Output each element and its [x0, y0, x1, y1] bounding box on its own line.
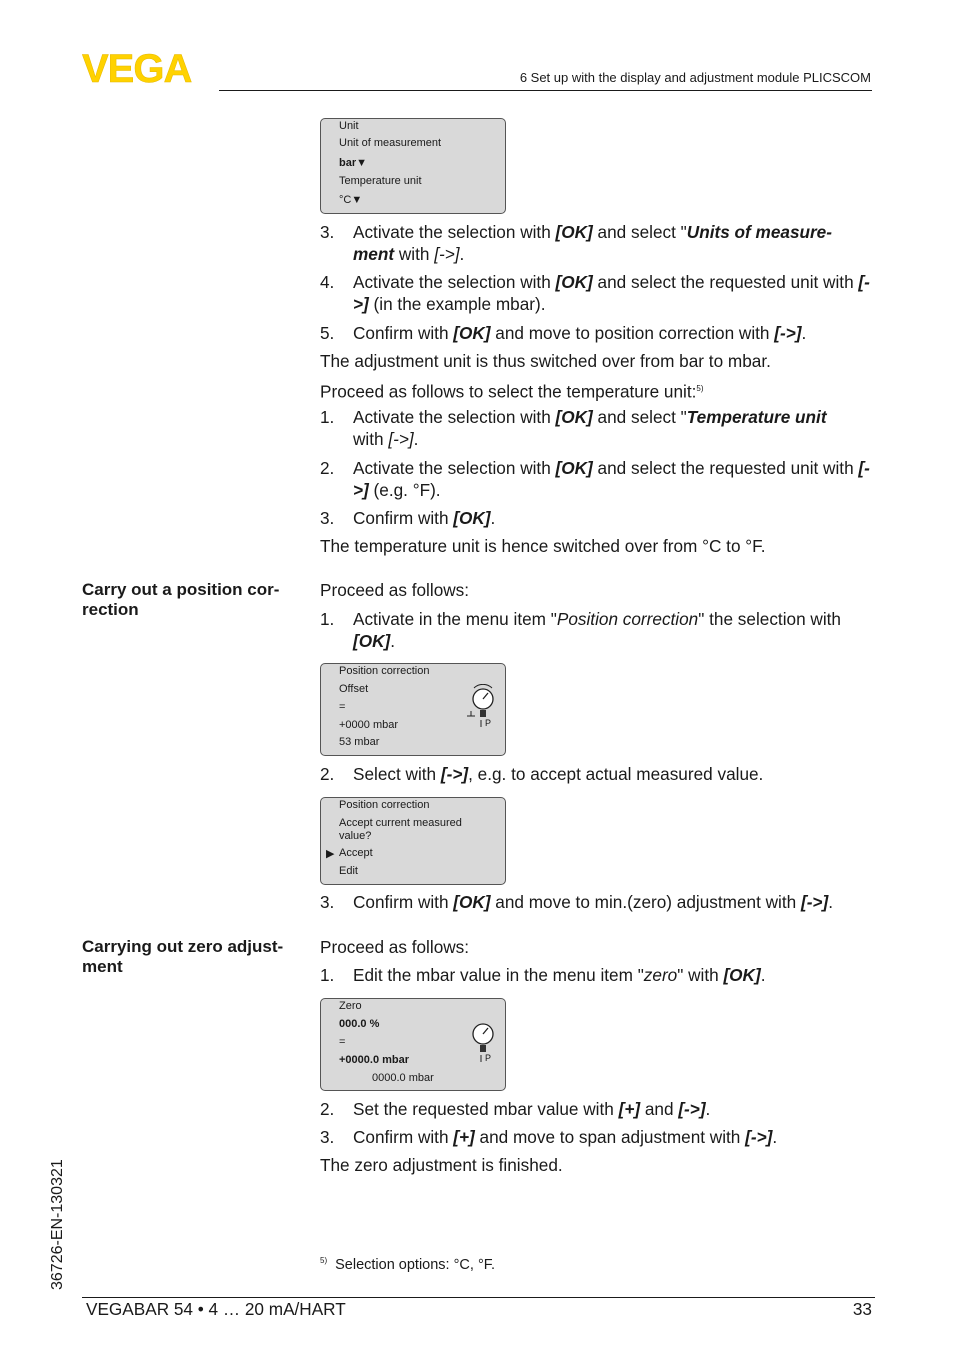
lcd-line: 0000.0 mbar	[372, 1072, 434, 1084]
lcd-value	[339, 157, 367, 169]
lcd-line: Temperature unit	[339, 175, 422, 187]
footer-product: VEGABAR 54 • 4 … 20 mA/HART	[86, 1299, 346, 1319]
pressure-label: P	[485, 718, 492, 728]
header-divider	[219, 90, 872, 91]
document-code: 36726-EN-130321	[49, 1159, 66, 1290]
page-number: 33	[852, 1299, 872, 1319]
chapter-header: 6 Set up with the display and adjustment module PLICSCOM	[519, 70, 871, 85]
logo-text: VEGA	[82, 50, 192, 86]
lcd-line: 53 mbar	[339, 736, 380, 748]
vega-logo	[82, 50, 214, 86]
paragraph: The zero adjustment is finished.	[320, 1155, 563, 1175]
lcd-line: Offset	[339, 683, 369, 695]
lcd-title: Position correction	[339, 665, 430, 677]
dropdown-arrow-icon: ▼	[351, 194, 363, 206]
paragraph: Proceed as follows to select the temperature unit:$^{5)}$	[320, 381, 704, 402]
paragraph: Proceed as follows:	[320, 937, 470, 957]
lcd-title: Unit	[339, 120, 359, 132]
footnote-ref: 5)	[696, 384, 704, 393]
lcd-option-accept: Accept	[339, 847, 373, 859]
pressure-gauge-icon	[467, 1019, 497, 1063]
section-heading-position: Carry out a position cor-rection	[82, 580, 280, 619]
paragraph: Proceed as follows:	[320, 580, 470, 600]
lcd-value	[339, 194, 362, 206]
lcd-line: Unit of measurement	[339, 137, 442, 149]
lcd-accept-display	[320, 797, 506, 885]
paragraph: The temperature unit is hence switched over from °C to °F.	[320, 536, 766, 556]
pressure-gauge-icon	[467, 684, 497, 728]
lcd-line: +0000.0 mbar	[339, 1054, 410, 1066]
footer-divider	[82, 1297, 875, 1298]
lcd-line: =	[339, 1036, 346, 1048]
lcd-value-text: °C	[339, 194, 352, 206]
selection-pointer-icon: ▶	[326, 848, 335, 860]
lcd-unit-display	[320, 118, 506, 214]
lcd-line: 000.0 %	[339, 1018, 380, 1030]
footnote: $^{5)}$ Selection options: °C, °F.	[320, 1256, 496, 1273]
lcd-zero-display	[320, 998, 506, 1091]
lcd-title: Zero	[339, 1000, 362, 1012]
section-heading-zero: Carrying out zero adjust-ment	[82, 937, 284, 976]
dropdown-arrow-icon: ▼	[356, 157, 368, 169]
lcd-position-display	[320, 663, 506, 756]
paragraph: The adjustment unit is thus switched over from bar to mbar.	[320, 351, 771, 371]
lcd-line: =	[339, 701, 346, 713]
pressure-label: P	[485, 1053, 492, 1063]
lcd-value-text: bar	[339, 157, 357, 169]
lcd-line: Accept current measured	[339, 817, 462, 829]
lcd-line: value?	[339, 830, 372, 842]
lcd-title: Position correction	[339, 799, 430, 811]
lcd-line: +0000 mbar	[339, 719, 399, 731]
lcd-option-edit: Edit	[339, 865, 358, 877]
